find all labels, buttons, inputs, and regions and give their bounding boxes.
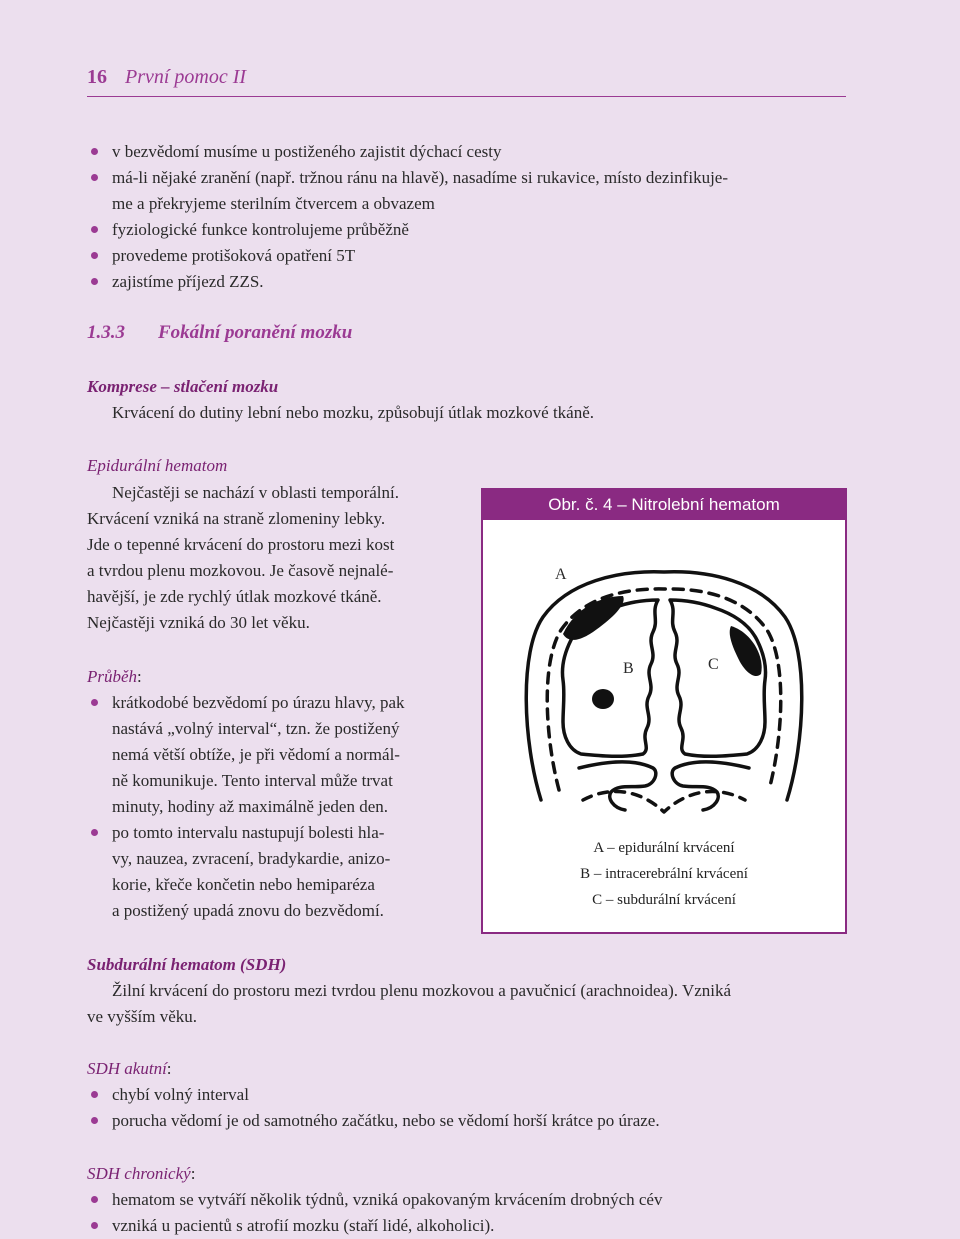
bullet-icon (91, 278, 98, 285)
sdh-chronicky-heading: SDH chronický (87, 1164, 191, 1183)
list-item: po tomto intervalu nastupují bolesti hla- (112, 823, 385, 842)
list-item-continuation: vy, nauzea, zvracení, bradykardie, anizo- (112, 849, 391, 868)
list-item: provedeme protišoková opatření 5T (112, 246, 356, 265)
bullet-icon (91, 1091, 98, 1098)
list-item-continuation: ně komunikuje. Tento interval může trvat (112, 771, 393, 790)
list-item: hematom se vytváří několik týdnů, vzniká opakovaným krvácením drobných cév (112, 1190, 663, 1209)
hematoma-b (592, 689, 614, 709)
bullet-icon (91, 148, 98, 155)
sdh-akutni-colon: : (166, 1059, 172, 1078)
section-number: 1.3.3 (87, 322, 125, 343)
brainstem-outline (579, 762, 656, 810)
epidural-line: Nejčastěji vzniká do 30 let věku. (87, 613, 310, 632)
legend-c: C – subdurální krvácení (592, 892, 736, 908)
section-title: Fokální poranění mozku (158, 322, 353, 343)
figure-title: Obr. č. 4 – Nitrolební hematom (548, 495, 780, 514)
page-number: 16 (87, 66, 107, 88)
sdh-heading: Subdurální hematom (SDH) (87, 955, 287, 974)
epidural-line: havější, je zde rychlý útlak mozkové tkáně. (87, 587, 382, 606)
running-header (87, 66, 846, 97)
list-item-continuation: nastává „volný interval“, tzn. že postižený (112, 719, 400, 738)
bullet-icon (91, 699, 98, 706)
sdh-chronicky-heading-wrap (87, 1161, 195, 1187)
legend-b: B – intracerebrální krvácení (580, 866, 748, 882)
epidural-line: Jde o tepenné krvácení do prostoru mezi kost (87, 535, 395, 554)
sdh-akutni-heading: SDH akutní (87, 1059, 167, 1078)
list-item-continuation: a postižený upadá znovu do bezvědomí. (112, 901, 384, 920)
list-item-continuation: me a překryjeme sterilním čtvercem a obvazem (112, 194, 435, 213)
epidural-line: Nejčastěji se nachází v oblasti temporální. (112, 483, 400, 502)
hematoma-c (730, 626, 762, 676)
komprese-text: Krvácení do dutiny lební nebo mozku, způsobují útlak mozkové tkáně. (112, 403, 595, 422)
epidural-line: a tvrdou plenu mozkovou. Je časově nejnalé- (87, 561, 394, 580)
list-item: vzniká u pacientů s atrofií mozku (staří lidé, alkoholici). (112, 1216, 495, 1235)
prubeh-colon: : (137, 667, 142, 686)
epidural-heading: Epidurální hematom (87, 456, 228, 475)
skull-outline (526, 572, 802, 800)
list-item: v bezvědomí musíme u postiženého zajistit dýchací cesty (112, 142, 502, 161)
right-hemisphere (670, 600, 766, 756)
label-c: C (708, 656, 719, 673)
sdh-chronicky-colon: : (190, 1164, 196, 1183)
list-item: má-li nějaké zranění (např. tržnou ránu na hlavě), nasadíme si rukavice, místo dezinfikuje- (112, 168, 729, 187)
bullet-icon (91, 1222, 98, 1229)
epidural-line: Krvácení vzniká na straně zlomeniny lebky. (87, 509, 386, 528)
komprese-heading: Komprese – stlačení mozku (87, 377, 279, 396)
list-item-continuation: korie, křeče končetin nebo hemiparéza (112, 875, 375, 894)
bullet-icon (91, 252, 98, 259)
prubeh-heading-wrap (87, 664, 142, 690)
label-a: A (555, 566, 567, 583)
sdh-akutni-heading-wrap (87, 1056, 172, 1082)
bullet-icon (91, 1117, 98, 1124)
brain-hematoma-illustration (483, 522, 845, 822)
prubeh-heading: Průběh (87, 667, 138, 686)
brainstem-outline-right (672, 762, 749, 810)
bullet-icon (91, 829, 98, 836)
sdh-line: ve vyšším věku. (87, 1007, 198, 1026)
list-item: zajistíme příjezd ZZS. (112, 272, 264, 291)
list-item-continuation: minuty, hodiny až maximálně jeden den. (112, 797, 389, 816)
bullet-icon (91, 1196, 98, 1203)
sdh-line: Žilní krvácení do prostoru mezi tvrdou plenu mozkovou a pavučnicí (arachnoidea). Vzniká (112, 981, 732, 1000)
list-item: fyziologické funkce kontrolujeme průběžně (112, 220, 409, 239)
list-item: krátkodobé bezvědomí po úrazu hlavy, pak (112, 693, 405, 712)
bullet-icon (91, 226, 98, 233)
book-title: První pomoc II (125, 66, 247, 88)
figure-intracranial-hematoma (481, 488, 847, 934)
bullet-icon (91, 174, 98, 181)
list-item: chybí volný interval (112, 1085, 249, 1104)
figure-header (483, 490, 845, 520)
list-item-continuation: nemá větší obtíže, je při vědomí a normál- (112, 745, 400, 764)
label-b: B (623, 660, 634, 677)
list-item: porucha vědomí je od samotného začátku, nebo se vědomí horší krátce po úraze. (112, 1111, 660, 1130)
legend-a: A – epidurální krvácení (593, 840, 735, 856)
lower-dashed-line (583, 791, 745, 812)
